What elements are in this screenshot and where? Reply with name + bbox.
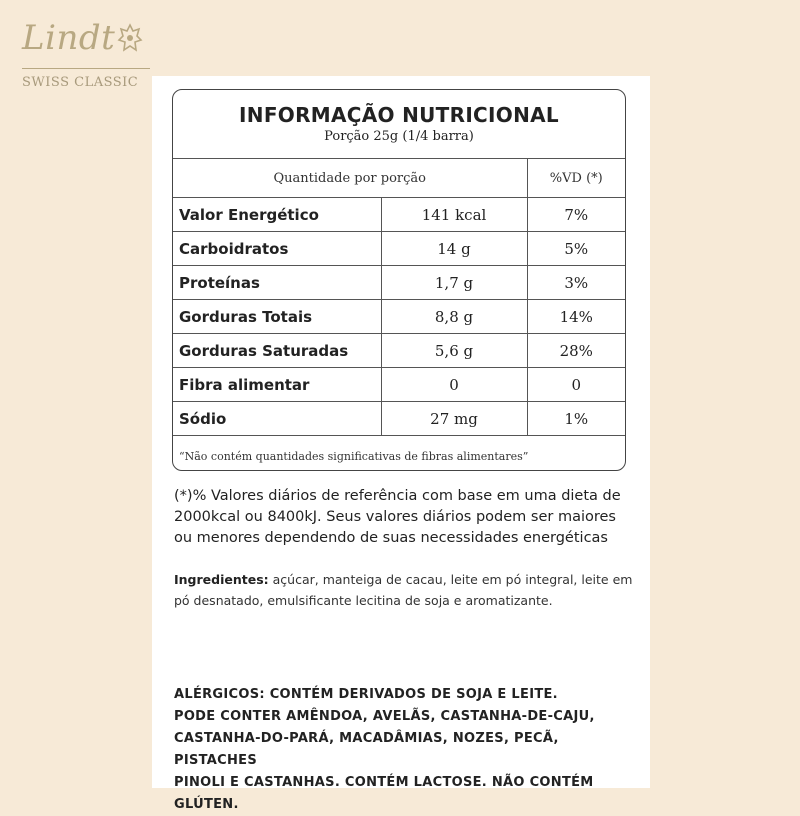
brand-subtitle: SWISS CLASSIC: [22, 75, 139, 90]
table-row: [173, 266, 625, 300]
table-row: [173, 232, 625, 266]
brand-divider: [22, 68, 150, 69]
brand-logo: [22, 18, 152, 58]
nutrient-amount: 1,7 g: [381, 266, 527, 300]
table-row: [173, 334, 625, 368]
nutrient-amount: 141 kcal: [381, 198, 527, 232]
nutrition-facts-box: [172, 89, 626, 471]
nutrient-name: Valor Energético: [173, 198, 381, 232]
nutrient-vd: 14%: [527, 300, 625, 334]
nutrient-vd: 7%: [527, 198, 625, 232]
allergen-line: CASTANHA-DO-PARÁ, MACADÂMIAS, NOZES, PECÃ, PISTACHES: [174, 731, 559, 768]
nutrient-vd: 1%: [527, 402, 625, 436]
nutrient-name: Carboidratos: [173, 232, 381, 266]
ingredients-label: Ingredientes:: [174, 572, 269, 587]
portion-size: Porção 25g (1/4 barra): [324, 129, 474, 144]
nutrient-vd: 28%: [527, 334, 625, 368]
table-row: [173, 198, 625, 232]
fiber-footnote: “Não contém quantidades significativas de fibras alimentares”: [179, 450, 529, 463]
table-row: [173, 368, 625, 402]
brand-logo-text: Lindt: [22, 18, 116, 58]
nutrition-title: INFORMAÇÃO NUTRICIONAL: [239, 103, 559, 127]
nutrient-amount: 0: [381, 368, 527, 402]
nutrient-vd: 3%: [527, 266, 625, 300]
ingredients: [174, 569, 634, 611]
table-row: [173, 300, 625, 334]
nutrient-name: Proteínas: [173, 266, 381, 300]
header-vd: %VD (*): [527, 159, 625, 198]
nutrient-amount: 8,8 g: [381, 300, 527, 334]
nutrient-amount: 5,6 g: [381, 334, 527, 368]
nutrient-vd: 5%: [527, 232, 625, 266]
allergen-line: ALÉRGICOS: CONTÉM DERIVADOS DE SOJA E LEITE.: [174, 687, 558, 702]
label-panel: [152, 76, 650, 812]
nutrient-amount: 14 g: [381, 232, 527, 266]
nutrient-name: Fibra alimentar: [173, 368, 381, 402]
nutrient-amount: 27 mg: [381, 402, 527, 436]
crest-icon: [117, 23, 143, 53]
header-quantity: Quantidade por porção: [173, 159, 527, 198]
nutrition-header: [173, 90, 625, 159]
brand-block: [22, 18, 152, 90]
ingredients-text: açúcar, manteiga de cacau, leite em pó integral, leite em pó desnatado, emulsificante lecitina de soja e aromatizante.: [174, 572, 633, 608]
allergen-line: PINOLI E CASTANHAS. CONTÉM LACTOSE. NÃO CONTÉM GLÚTEN.: [174, 775, 594, 812]
allergen-line: PODE CONTER AMÊNDOA, AVELÃS, CASTANHA-DE-CAJU,: [174, 709, 595, 724]
nutrient-vd: 0: [527, 368, 625, 402]
nutrient-name: Gorduras Saturadas: [173, 334, 381, 368]
daily-value-note: (*)% Valores diários de referência com base em uma dieta de 2000kcal ou 8400kJ. Seus valores diários podem ser maiores ou menores dependendo de suas necessidades energéticas: [174, 488, 621, 546]
table-header-row: [173, 159, 625, 198]
allergens: [174, 684, 644, 816]
nutrition-table: [173, 159, 625, 436]
nutrient-name: Sódio: [173, 402, 381, 436]
nutrient-name: Gorduras Totais: [173, 300, 381, 334]
table-row: [173, 402, 625, 436]
